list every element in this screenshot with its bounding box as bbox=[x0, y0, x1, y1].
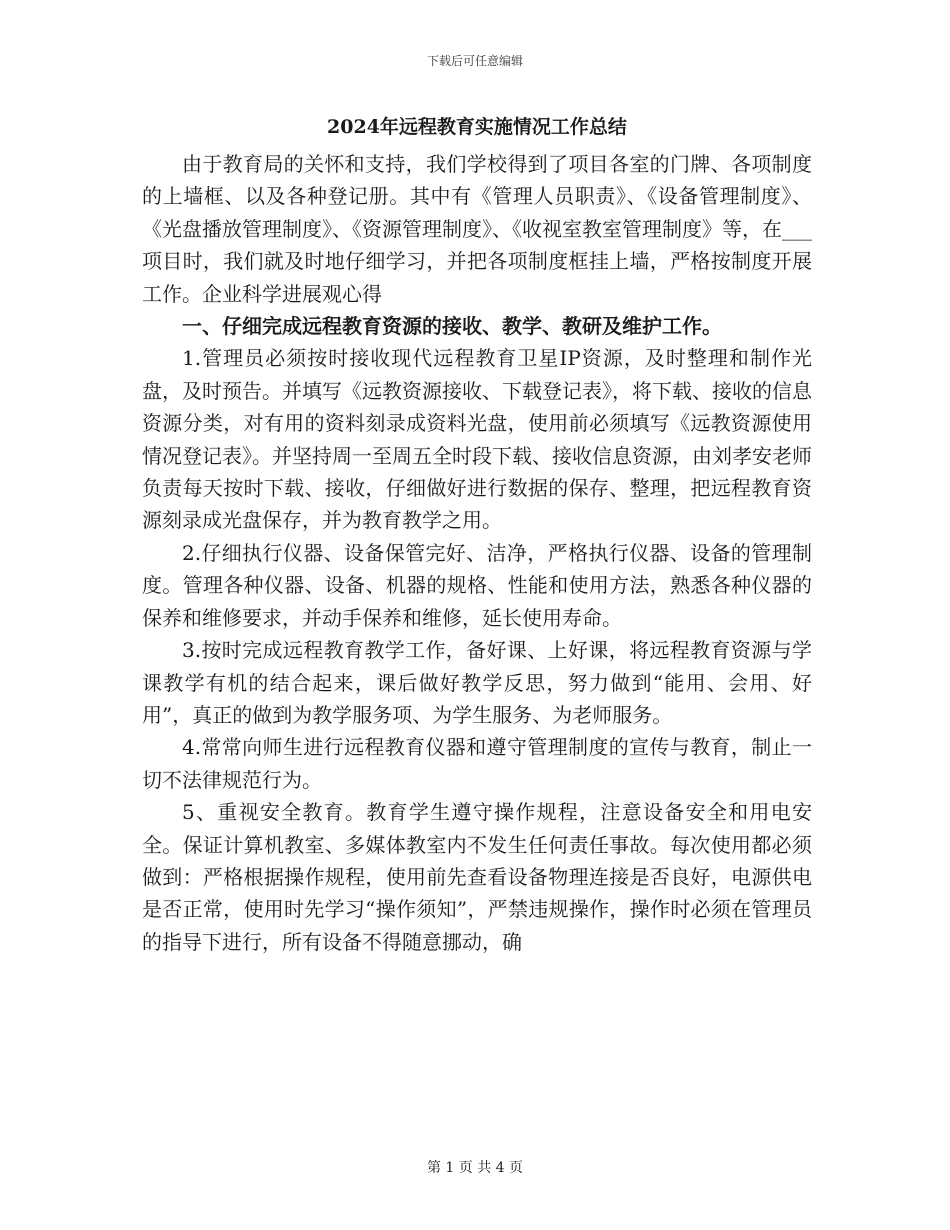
intro-paragraph: 由于教育局的关怀和支持，我们学校得到了项目各室的门牌、各项制度的上墙框、以及各种登记册。其中有《管理人员职责》、《设备管理制度》、《光盘播放管理制度》、《资源管理制度》、《收视室教室管理制度》等，在___项目时，我们就及时地仔细学习，并把各项制度框挂上墙，严格按制度开展工作。企业科学进展观心得 bbox=[142, 152, 812, 306]
list-item: 4.常常向师生进行远程教育仪器和遵守管理制度的宣传与教育，制止一切不法律规范行为。 bbox=[142, 735, 812, 792]
section-heading: 一、仔细完成远程教育资源的接收、教学、教研及维护工作。 bbox=[182, 314, 722, 339]
list-item: 3.按时完成远程教育教学工作，备好课、上好课，将远程教育资源与学课教学有机的结合起来，课后做好教学反思，努力做到“能用、会用、好用”，真正的做到为教学服务项、为学生服务、为老师服务。 bbox=[142, 638, 812, 727]
list-item: 1.管理员必须按时接收现代远程教育卫星IP资源，及时整理和制作光盘，及时预告。并填写《远教资源接收、下载登记表》，将下载、接收的信息资源分类，对有用的资料刻录成资料光盘，使用前必须填写《远教资源使用情况登记表》。并坚持周一至周五全时段下载、接收信息资源，由刘孝安老师负责每天按时下载、接收，仔细做好进行数据的保存、整理，把远程教育资源刻录成光盘保存，并为教育教学之用。 bbox=[142, 346, 812, 533]
document-body bbox=[142, 112, 812, 958]
list-item: 5、重视安全教育。教育学生遵守操作规程，注意设备安全和用电安全。保证计算机教室、多媒体教室内不发生任何责任事故。每次使用都必须做到：严格根据操作规程，使用前先查看设备物理连接是否良好，电源供电是否正常，使用时先学习“操作须知”，严禁违规操作，操作时必须在管理员的指导下进行，所有设备不得随意挪动，确 bbox=[142, 800, 812, 954]
page-number-footer: 第 1 页 共 4 页 bbox=[426, 1160, 524, 1176]
list-item: 2.仔细执行仪器、设备保管完好、洁净，严格执行仪器、设备的管理制度。管理各种仪器、设备、机器的规格、性能和使用方法，熟悉各种仪器的保养和维修要求，并动手保养和维修，延长使用寿命。 bbox=[142, 540, 812, 630]
document-title: 2024年远程教育实施情况工作总结 bbox=[327, 116, 627, 138]
header-note: 下载后可任意编辑 bbox=[426, 54, 523, 68]
